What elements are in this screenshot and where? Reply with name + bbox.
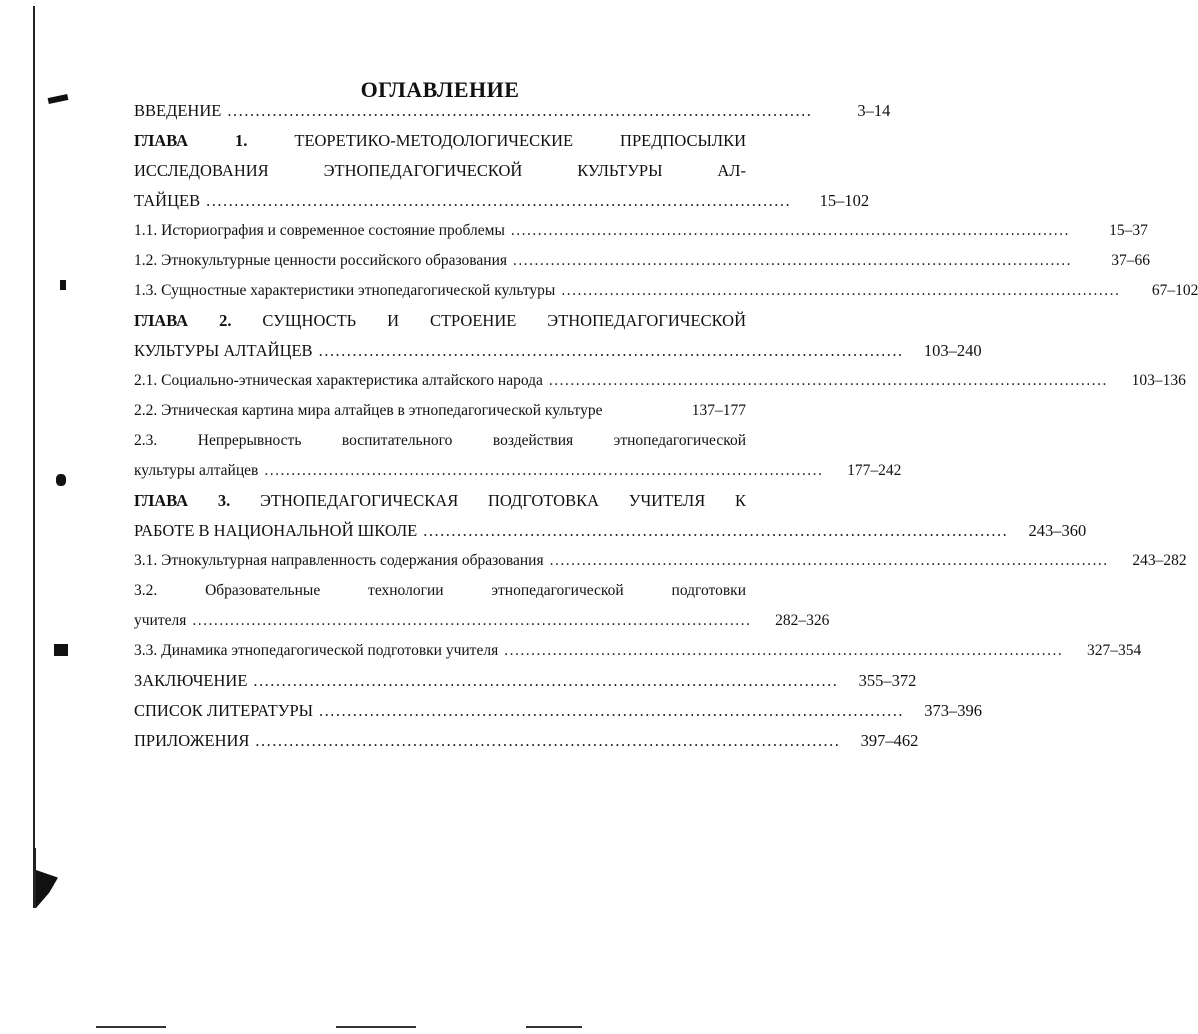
toc-entry-title: 1.2. Этнокультурные ценности российского образования [134,252,507,269]
toc-chapter-3-line2[interactable] [134,516,1087,546]
toc-entry-title: СПИСОК ЛИТЕРАТУРЫ [134,701,314,720]
toc-entry-pages: 177–242 [847,462,902,479]
toc-entry-title: 2.3. Непрерывность воспитательного воздействия этнопедагогической [134,432,746,449]
toc-entry-pages: 15–37 [1109,222,1148,239]
toc-entry-pages: 15–102 [819,191,870,210]
chapter-title-continued: КУЛЬТУРЫ АЛТАЙЦЕВ [134,341,313,360]
toc-section-3-3[interactable] [134,636,1142,666]
leader-dots: ........................................................................................................ [513,252,1072,269]
leader-dots: ........................................................................................................ [192,612,752,629]
toc-chapter-2-line2[interactable] [134,336,982,366]
chapter-title-continued: ИССЛЕДОВАНИЯ ЭТНОПЕДАГОГИЧЕСКОЙ КУЛЬТУРЫ АЛ- [134,161,746,180]
toc-chapter-2-line1[interactable] [134,306,746,336]
toc-section-1-2[interactable] [134,246,1150,276]
toc-entry-title: 3.3. Динамика этнопедагогической подготовки учителя [134,642,499,659]
toc-entry-title: ВВЕДЕНИЕ [134,101,222,120]
toc-entry-title: 3.1. Этнокультурная направленность содержания образования [134,552,544,569]
toc-entry-title: ЗАКЛЮЧЕНИЕ [134,671,248,690]
toc-section-2-3-line2[interactable] [134,456,902,486]
toc-entry-pages: 282–326 [775,612,830,629]
toc-entry-title: 2.2. Этническая картина мира алтайцев в этнопедагогической культуре [134,402,603,419]
toc-entry-pages: 373–396 [924,701,983,720]
toc-entry-pages: 397–462 [860,731,919,750]
toc-entry-title: ПРИЛОЖЕНИЯ [134,731,250,750]
toc-chapter-1-line3[interactable] [134,186,870,216]
leader-dots: ........................................................................................................ [423,521,1009,540]
toc-chapter-1-line1[interactable] [134,126,746,156]
toc-section-3-2-line1[interactable] [134,576,746,606]
scan-blot [60,280,66,290]
toc-section-3-2-line2[interactable] [134,606,830,636]
leader-dots: ........................................................................................................ [561,282,1121,299]
toc-section-1-3[interactable] [134,276,1198,306]
toc-entry-title: 1.3. Сущностные характеристики этнопедагогической культуры [134,282,556,299]
toc-section-2-2[interactable] [134,396,746,426]
leader-dots: ........................................................................................................ [255,731,841,750]
chapter-label: ГЛАВА 1. [134,131,248,150]
toc-section-2-1[interactable] [134,366,1186,396]
toc-chapter-1-line2[interactable] [134,156,746,186]
leader-dots: ........................................................................................................ [548,372,1108,389]
leader-dots: ........................................................................................................ [253,671,839,690]
scan-blot [56,474,66,486]
scan-edge-line-lower [33,848,36,908]
toc-entry-pages: 243–360 [1028,521,1087,540]
chapter-title: ТЕОРЕТИКО-МЕТОДОЛОГИЧЕСКИЕ ПРЕДПОСЫЛКИ [294,131,747,150]
toc-entry-pages: 355–372 [858,671,917,690]
leader-dots: ........................................................................................................ [549,552,1109,569]
toc-section-3-1[interactable] [134,546,1187,576]
toc-entry-pages: 103–136 [1131,372,1186,389]
table-of-contents [134,96,1198,756]
chapter-title-continued: ТАЙЦЕВ [134,191,201,210]
scan-blot [36,870,58,908]
toc-entry-conclusion[interactable] [134,666,917,696]
toc-entry-pages: 103–240 [923,341,982,360]
leader-dots: ........................................................................................................ [264,462,824,479]
toc-entry-title-continued: учителя [134,612,187,629]
toc-section-1-1[interactable] [134,216,1148,246]
toc-entry-pages: 3–14 [857,101,891,120]
toc-entry-title: 1.1. Историография и современное состояние проблемы [134,222,505,239]
leader-dots: ........................................................................................................ [318,341,904,360]
leader-dots: ........................................................................................................ [319,701,905,720]
toc-chapter-3-line1[interactable] [134,486,746,516]
leader-dots: ........................................................................................................ [510,222,1070,239]
scan-edge-line [33,6,35,906]
toc-entry-bibliography[interactable] [134,696,983,726]
page-title: ОГЛАВЛЕНИЕ [360,76,520,102]
toc-entry-title-continued: культуры алтайцев [134,462,259,479]
leader-dots: ........................................................................................................ [227,101,813,120]
toc-entry-pages: 243–282 [1132,552,1187,569]
chapter-label: ГЛАВА 3. [134,491,231,510]
leader-dots: ........................................................................................................ [504,642,1064,659]
scan-bottom-rule [96,1026,166,1028]
toc-entry-appendices[interactable] [134,726,919,756]
scan-bottom-rule [526,1026,582,1028]
toc-entry-pages: 37–66 [1111,252,1150,269]
toc-entry-introduction[interactable] [134,96,891,126]
toc-entry-pages: 67–102 [1151,282,1198,299]
chapter-label: ГЛАВА 2. [134,311,232,330]
chapter-title: СУЩНОСТЬ И СТРОЕНИЕ ЭТНОПЕДАГОГИЧЕСКОЙ [262,311,747,330]
toc-section-2-3-line1[interactable] [134,426,746,456]
leader-dots: ........................................................................................................ [206,191,792,210]
chapter-title: ЭТНОПЕДАГОГИЧЕСКАЯ ПОДГОТОВКА УЧИТЕЛЯ К [260,491,746,510]
scan-blot [54,644,68,656]
scan-bottom-rule [336,1026,416,1028]
toc-entry-pages: 327–354 [1086,642,1142,659]
chapter-title-continued: РАБОТЕ В НАЦИОНАЛЬНОЙ ШКОЛЕ [134,521,418,540]
toc-entry-pages: 137–177 [691,402,746,419]
toc-entry-title: 3.2. Образовательные технологии этнопедагогической подготовки [134,582,746,599]
toc-entry-title: 2.1. Социально-этническая характеристика алтайского народа [134,372,543,389]
